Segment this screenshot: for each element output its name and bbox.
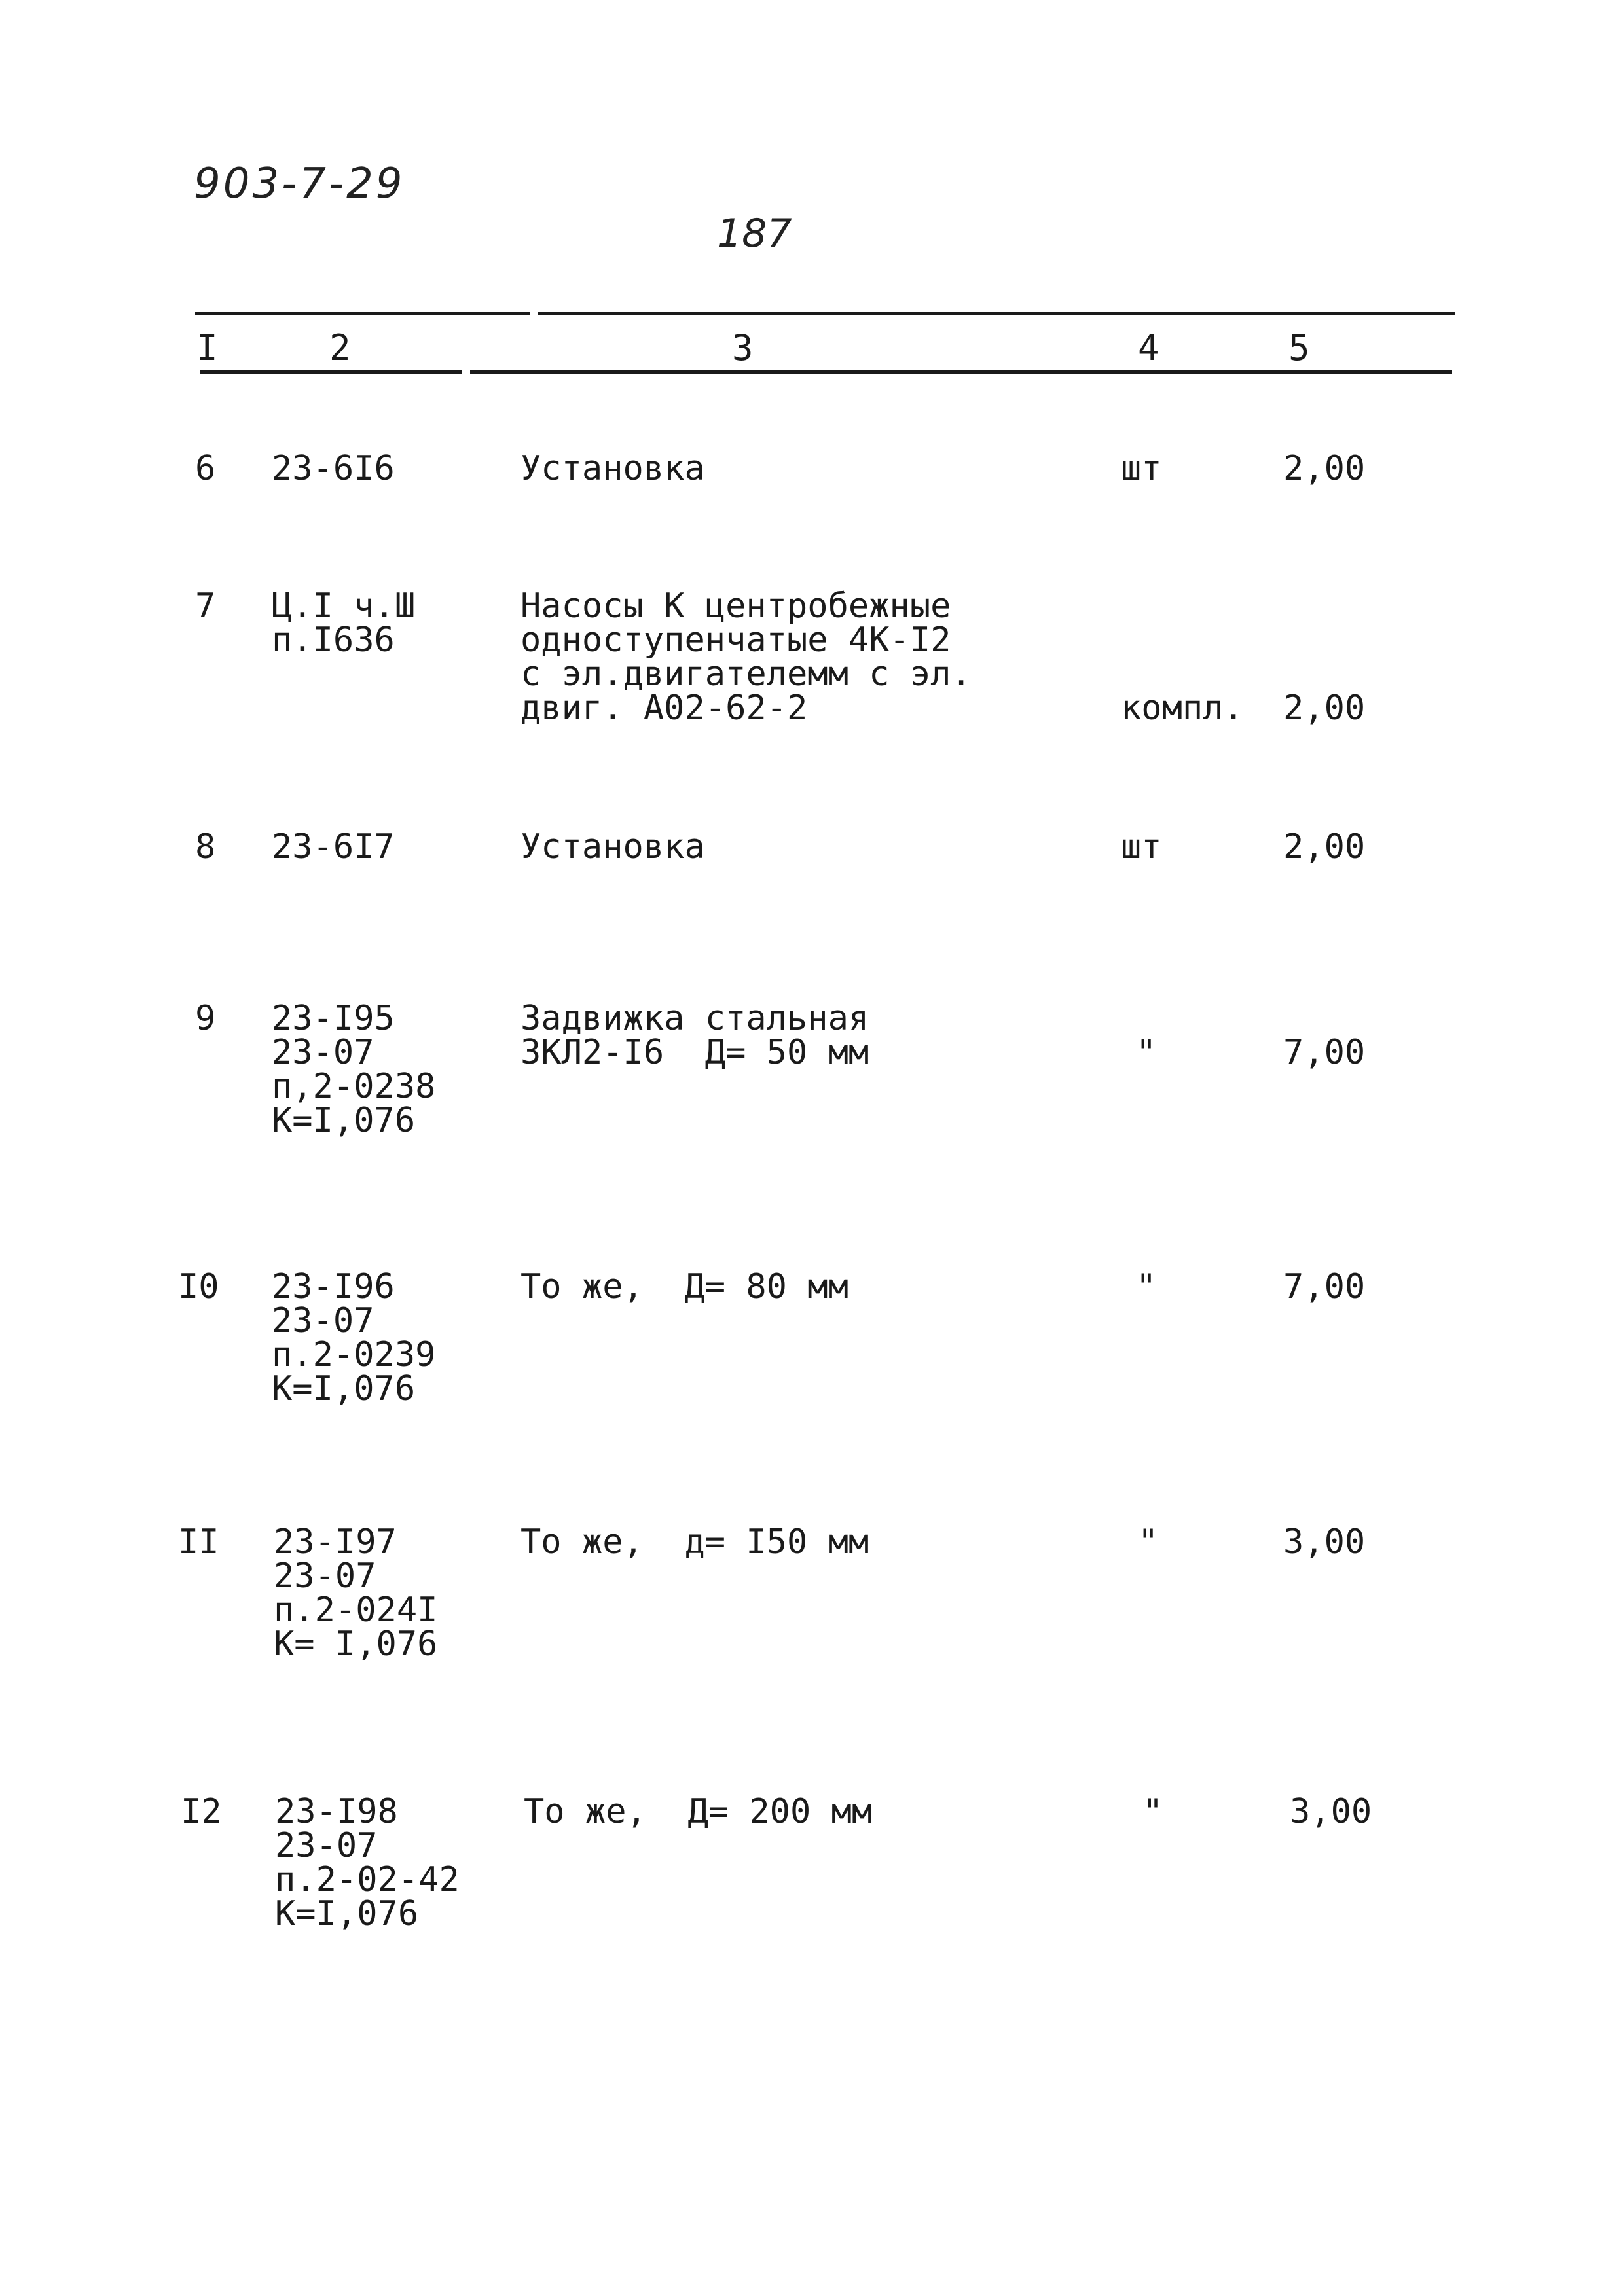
row-code-line: 23-07 — [272, 1301, 374, 1340]
row-code-line: 23-6I7 — [272, 827, 395, 867]
header-col-1: I — [196, 327, 218, 368]
row-quantity: 2,00 — [1283, 449, 1366, 488]
row-code-line: 23-I98 — [275, 1792, 398, 1831]
row-code-line: п,2-0238 — [272, 1067, 436, 1106]
header-col-2: 2 — [329, 327, 351, 368]
row-unit: " — [1136, 1267, 1157, 1306]
row-number: 7 — [195, 586, 216, 626]
document-code-handwritten: 903-7-29 — [194, 160, 405, 208]
row-code-line: 23-I96 — [272, 1267, 395, 1306]
row-number: II — [178, 1522, 219, 1562]
header-bottom-rule-1 — [200, 370, 462, 374]
row-description-line: То же, д= I50 мм — [520, 1522, 869, 1562]
row-quantity: 2,00 — [1283, 689, 1366, 728]
table-top-rule-left — [195, 312, 530, 315]
row-code-line: 23-07 — [275, 1826, 378, 1865]
row-unit: компл. — [1121, 689, 1244, 728]
header-bottom-rule-2 — [470, 370, 1452, 374]
row-unit: шт — [1121, 827, 1162, 867]
page-number-handwritten: 187 — [717, 211, 792, 257]
row-unit: " — [1138, 1522, 1159, 1562]
row-number: 9 — [195, 999, 216, 1038]
row-code-line: п.2-0239 — [272, 1335, 436, 1374]
row-unit: шт — [1121, 449, 1162, 488]
row-quantity: 7,00 — [1283, 1267, 1366, 1306]
row-code-line: К=I,076 — [272, 1369, 416, 1408]
row-description-line: с эл.двигателемм с эл. — [520, 655, 972, 694]
row-number: I2 — [181, 1792, 222, 1831]
row-code-line: п.2-024I — [274, 1590, 438, 1630]
header-col-5: 5 — [1288, 327, 1310, 368]
header-col-4: 4 — [1138, 327, 1159, 368]
row-code-line: К=I,076 — [272, 1101, 416, 1140]
row-code-line: п.2-02-42 — [275, 1860, 460, 1899]
row-code-line: К=I,076 — [275, 1894, 419, 1933]
row-unit: " — [1136, 1033, 1157, 1072]
row-code-line: 23-07 — [272, 1033, 374, 1072]
row-code-line: К= I,076 — [274, 1624, 438, 1664]
row-description-line: двиг. А02-62-2 — [520, 689, 808, 728]
row-code-line: 23-I95 — [272, 999, 395, 1038]
row-quantity: 3,00 — [1290, 1792, 1372, 1831]
row-quantity: 3,00 — [1283, 1522, 1366, 1562]
row-quantity: 2,00 — [1283, 827, 1366, 867]
row-code-line: 23-I97 — [274, 1522, 397, 1562]
table-top-rule-right — [538, 312, 1455, 315]
row-description-line: То же, Д= 200 мм — [524, 1792, 873, 1831]
header-col-3: 3 — [732, 327, 754, 368]
row-unit: " — [1142, 1792, 1163, 1831]
row-number: 8 — [195, 827, 216, 867]
row-code-line: п.I636 — [272, 620, 395, 660]
row-description-line: Установка — [520, 449, 705, 488]
row-description-line: Насосы К центробежные — [520, 586, 951, 626]
row-code-line: 23-07 — [274, 1556, 376, 1596]
row-description-line: То же, Д= 80 мм — [520, 1267, 848, 1306]
row-code-line: 23-6I6 — [272, 449, 395, 488]
row-number: I0 — [178, 1267, 219, 1306]
row-quantity: 7,00 — [1283, 1033, 1366, 1072]
row-description-line: Задвижка стальная — [520, 999, 869, 1038]
row-number: 6 — [195, 449, 216, 488]
row-description-line: Устaновка — [520, 827, 705, 867]
row-description-line: ЗКЛ2-I6 Д= 50 мм — [520, 1033, 869, 1072]
row-description-line: одноступенчатые 4К-I2 — [520, 620, 951, 660]
row-code-line: Ц.I ч.Ш — [272, 586, 416, 626]
